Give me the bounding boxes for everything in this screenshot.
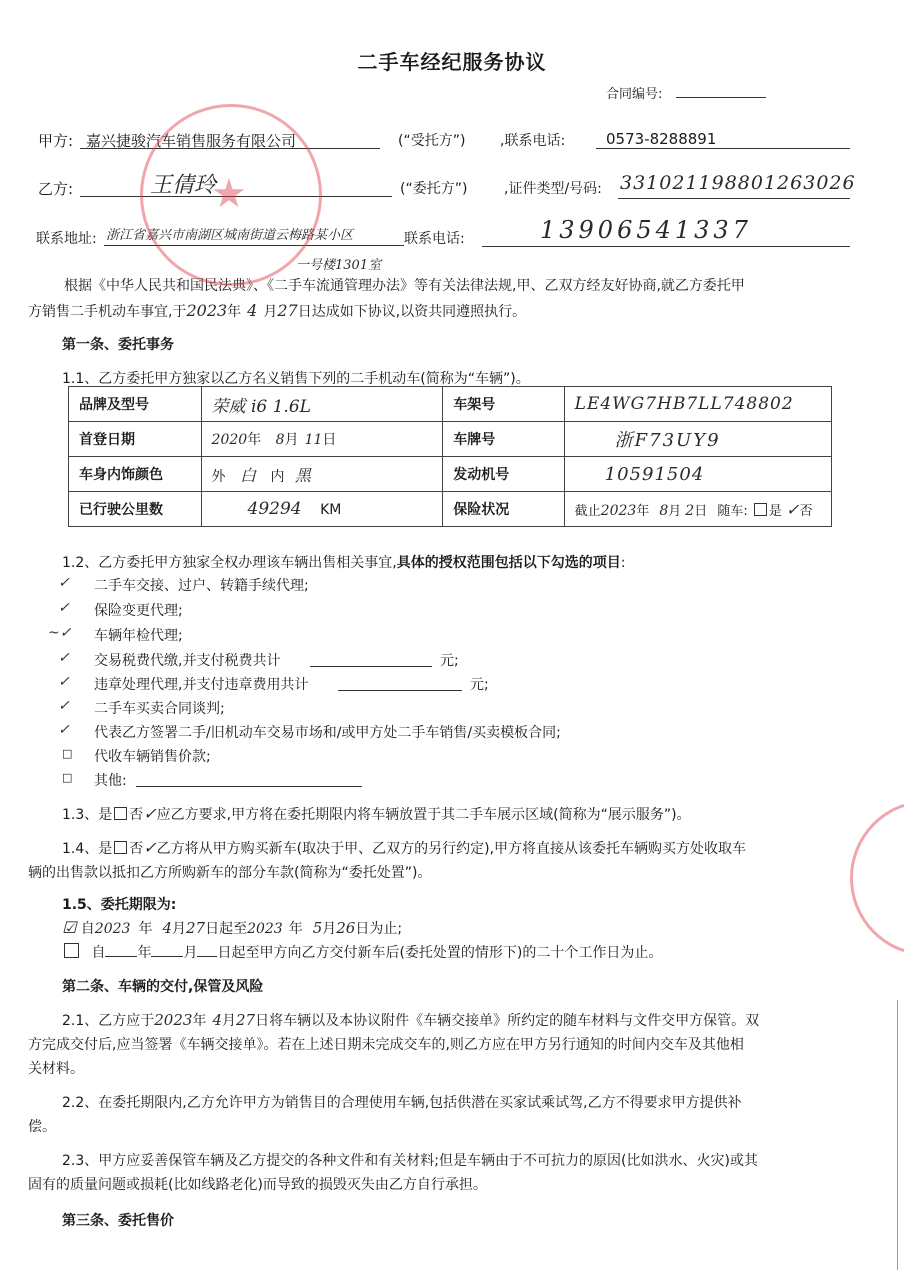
clause-1-2 [62,552,625,572]
seal-star-icon: ★ [211,171,247,217]
intro-line-1: 根据《中华人民共和国民法典》、《二手车流通管理办法》等有关法律法规,甲、乙双方经友好协商,就乙方委托甲 [64,278,745,294]
intro-day-handwritten: 27 [277,301,298,320]
other-field[interactable] [136,786,362,787]
mileage-label: 已行驶公里数 [69,492,202,527]
color-label: 车身内饰颜色 [69,457,202,492]
party-a-name: 嘉兴捷骏汽车销售服务有限公司 [86,132,297,150]
clause-1-5: 1.5、委托期限为: [62,897,177,913]
clause-1-3-text: 应乙方要求,甲方将在委托期限内将车辆放置于其二手车展示区域(简称为“展示服务”)。 [156,807,691,823]
check-mark-icon[interactable]: ✓ [58,698,70,714]
party-a-label: 甲方: [38,132,74,150]
ins-follow-label: 随车: [717,503,748,519]
ins-day-label: 日 [694,503,708,519]
ins-year-handwritten: 2023 [600,502,637,519]
party-a-phone-line [596,148,850,149]
intro-text-b: 日达成如下协议,以资共同遵照执行。 [297,304,527,320]
partial-seal-stamp [850,800,904,956]
check-mark-icon[interactable]: ~✓ [48,625,72,641]
p2-from-label: 自 [91,945,106,961]
clause-1-1: 1.1、乙方委托甲方独家以乙方名义销售下列的二手机动车(简称为“车辆”)。 [62,371,530,387]
engine-handwritten: 10591504 [604,463,705,485]
p1-start-label: 日起至 [205,921,248,937]
address-handwritten: 浙江省嘉兴市南湖区城南街道云梅路某小区 [106,228,354,243]
check-mark-icon[interactable]: ✓ [58,674,70,690]
vin-handwritten: LE4WG7HB7LL748802 [574,394,794,414]
clause-1-4-no-label: 否 [129,841,144,857]
clause-1-2-colon: : [620,555,626,571]
company-seal-stamp [140,104,322,286]
option-transfer: 二手车交接、过户、转籍手续代理; [94,578,309,594]
page-edge-line [897,1000,898,1270]
option-inspection: 车辆年检代理; [94,628,183,644]
p2-rest-label: 日起至甲方向乙方交付新车后(委托处置的情形下)的二十个工作日为止。 [217,945,663,961]
check-mark-icon[interactable]: ☑ [62,918,77,937]
clause-2-2-line-2: 偿。 [28,1119,56,1135]
reg-day-label: 日 [322,432,337,448]
clause-2-1-line-2: 方完成交付后,应当签署《车辆交接单》。若在上述日期未完成交车的,则乙方应在甲方另行通知的时间内交车及其他相 [28,1037,744,1053]
reg-date-value[interactable] [201,422,443,457]
vehicle-table [68,386,832,527]
option-violation: 违章处理代理,并支付违章费用共计 [94,677,309,693]
c21-year-handwritten: 2023 [154,1011,193,1029]
intro-year-label: 年 [227,304,242,320]
vin-value[interactable] [564,387,831,422]
engine-label: 发动机号 [443,457,564,492]
p2-day-field[interactable] [197,956,217,957]
plate-handwritten: 浙F73UY9 [614,430,721,451]
intro-text-a: 方销售二手机动车事宜,于 [28,304,187,320]
p1-year-handwritten: 2023 [94,921,131,937]
party-a-phone-label: ,联系电话: [500,133,566,149]
tax-amount-field[interactable] [310,666,432,667]
clause-2-1 [62,1010,759,1030]
p1-month2-label: 月 [322,921,337,937]
intro-month-label: 月 [263,304,278,320]
c21-day-handwritten: 27 [236,1011,256,1029]
reg-day-handwritten: 11 [304,432,323,448]
table-row [69,387,832,422]
intro-month-handwritten: 4 [247,301,258,320]
ins-yes-checkbox[interactable] [754,503,767,516]
address-handwritten-2: 一号楼1301室 [296,258,382,273]
ins-year-label: 年 [636,503,650,519]
ins-month-label: 月 [668,503,682,519]
mileage-handwritten: 49294 [247,499,302,519]
p1-day-handwritten: 27 [185,919,206,937]
party-b-phone-line [482,246,850,247]
c21-month-label: 月 [222,1013,236,1029]
contract-no-label: 合同编号: [606,87,663,102]
reg-year-label: 年 [247,432,262,448]
p1-month-handwritten: 4 [162,919,172,937]
clause-1-2-text: 1.2、乙方委托甲方独家全权办理该车辆出售相关事宜, [62,555,397,571]
option-box[interactable]: □ [62,771,73,784]
intro-year-handwritten: 2023 [186,301,228,320]
party-b-id-label: ,证件类型/号码: [504,181,602,197]
table-row [69,457,832,492]
p2-month-field[interactable] [151,956,183,957]
color-in-label: 内 [270,468,285,485]
plate-value[interactable] [564,422,831,457]
clause-2-3-line-2: 固有的质量问题或损耗(比如线路老化)而导致的损毁灭失由乙方自行承担。 [28,1177,487,1193]
table-row [69,422,832,457]
party-b-id-handwritten: 331021198801263026 [620,172,856,194]
ins-day-handwritten: 2 [685,502,695,519]
check-mark-icon[interactable]: ✓ [58,600,70,616]
p1-month2-handwritten: 5 [312,919,323,937]
clause-1-4-yes-checkbox[interactable] [114,841,127,854]
engine-value[interactable] [564,457,831,492]
reg-month-handwritten: 8 [275,432,285,448]
reg-date-label: 首登日期 [69,422,202,457]
check-mark-icon[interactable]: ✓ [58,650,70,666]
party-b-label: 乙方: [38,180,74,198]
check-mark-icon[interactable]: ✓ [58,575,70,591]
ins-no-check-mark: ✓ [786,499,800,519]
party-b-phone-handwritten: 13906541337 [540,216,752,244]
ins-month-handwritten: 8 [659,502,669,519]
address-label: 联系地址: [36,231,97,247]
option-other: 其他: [94,773,127,789]
option-insurance: 保险变更代理; [94,603,183,619]
check-mark-icon[interactable]: ✓ [143,838,157,857]
clause-1-3-yes-checkbox[interactable] [114,807,127,820]
document-title: 二手车经纪服务协议 [357,50,547,74]
party-a-role: (“受托方”) [398,133,466,149]
brand-label: 品牌及型号 [69,387,202,422]
party-b-name-handwritten: 王倩玲 [150,173,217,198]
check-mark-icon[interactable]: ✓ [58,722,70,738]
tax-yuan-label: 元; [440,653,459,669]
p1-month-label: 月 [171,921,186,937]
party-b-role: (“委托方”) [400,181,468,197]
c21-year-label: 年 [192,1013,207,1029]
vin-label: 车架号 [443,387,564,422]
article-1-title: 第一条、委托事务 [62,337,174,353]
check-mark-icon[interactable]: ✓ [143,804,157,823]
clause-1-3-no-label: 否 [129,807,144,823]
clause-2-3: 2.3、甲方应妥善保管车辆及乙方提交的各种文件和有关材料;但是车辆由于不可抗力的原因(比如洪水、火灾)或其 [62,1153,758,1169]
p1-year2-handwritten: 2023 [247,921,283,937]
option-negotiation: 二手车买卖合同谈判; [94,701,225,717]
clause-1-3-yes-label: 1.3、是 [62,807,113,823]
clause-1-3 [62,804,691,824]
insurance-value[interactable] [564,492,831,527]
period-option-2-checkbox[interactable] [64,943,79,958]
brand-handwritten: 荣威 i6 1.6L [211,396,311,417]
clause-2-1-line-3: 关材料。 [28,1061,84,1077]
ins-no-label: 否 [799,503,813,519]
party-a-phone: 0573-8288891 [606,130,717,148]
c21-month-handwritten: 4 [212,1011,222,1029]
clause-2-2: 2.2、在委托期限内,乙方允许甲方为销售目的合理使用车辆,包括供潜在买家试乘试驾,乙方不得要求甲方提供补 [62,1095,742,1111]
color-value[interactable] [201,457,443,492]
ins-yes-label: 是 [768,503,782,519]
clause-1-4-yes-label: 1.4、是 [62,841,113,857]
party-b-phone-label: 联系电话: [404,231,465,247]
color-out-label: 外 [211,468,226,485]
insurance-label: 保险状况 [443,492,564,527]
mileage-value[interactable] [201,492,443,527]
reg-year-handwritten: 2020 [211,432,248,448]
ins-prefix: 截止 [574,503,601,519]
violation-yuan-label: 元; [470,677,489,693]
option-box[interactable]: □ [62,747,73,760]
option-collect-payment: 代收车辆销售价款; [94,749,211,765]
option-tax: 交易税费代缴,并支付税费共计 [94,653,281,669]
color-in-handwritten: 黑 [294,465,311,485]
article-2-title: 第二条、车辆的交付,保管及风险 [62,979,264,995]
article-3-title: 第三条、委托售价 [62,1213,174,1229]
violation-amount-field[interactable] [338,690,462,691]
p1-from-label: 自 [80,921,95,937]
intro-line-2 [28,298,858,325]
p2-month-label: 月 [183,945,198,961]
clause-1-4 [62,838,746,858]
p1-day2-handwritten: 26 [336,919,356,937]
clause-2-1-text-a: 2.1、乙方应于 [62,1013,155,1029]
contract-no-field[interactable] [676,97,766,98]
clause-1-4-line-2: 辆的出售款以抵扣乙方所购新车的部分车款(简称为“委托处置”)。 [28,865,432,881]
brand-value[interactable] [201,387,443,422]
clause-1-4-text: 乙方将从甲方购买新车(取决于甲、乙双方的另行约定),甲方将直接从该委托车辆购买方处收取车 [156,841,747,857]
option-sign-contract: 代表乙方签署二手/旧机动车交易市场和/或甲方处二手车销售/买卖模板合同; [94,725,561,741]
period-option-1 [62,918,402,938]
plate-label: 车牌号 [443,422,564,457]
p1-year-label: 年 [138,921,153,937]
p2-year-label: 年 [137,945,152,961]
mileage-unit: KM [320,502,342,518]
reg-month-label: 月 [284,432,299,448]
p1-year2-label: 年 [288,921,303,937]
clause-2-1-text-b: 日将车辆以及本协议附件《车辆交接单》所约定的随车材料与文件交甲方保管。双 [255,1013,760,1029]
color-out-handwritten: 白 [240,465,257,485]
period-option-2 [62,942,662,962]
p1-end-label: 日为止; [355,921,403,937]
clause-1-2-bold: 具体的授权范围包括以下勾选的项目 [396,555,621,571]
table-row [69,492,832,527]
party-b-id-line [618,198,850,199]
p2-year-field[interactable] [105,956,137,957]
